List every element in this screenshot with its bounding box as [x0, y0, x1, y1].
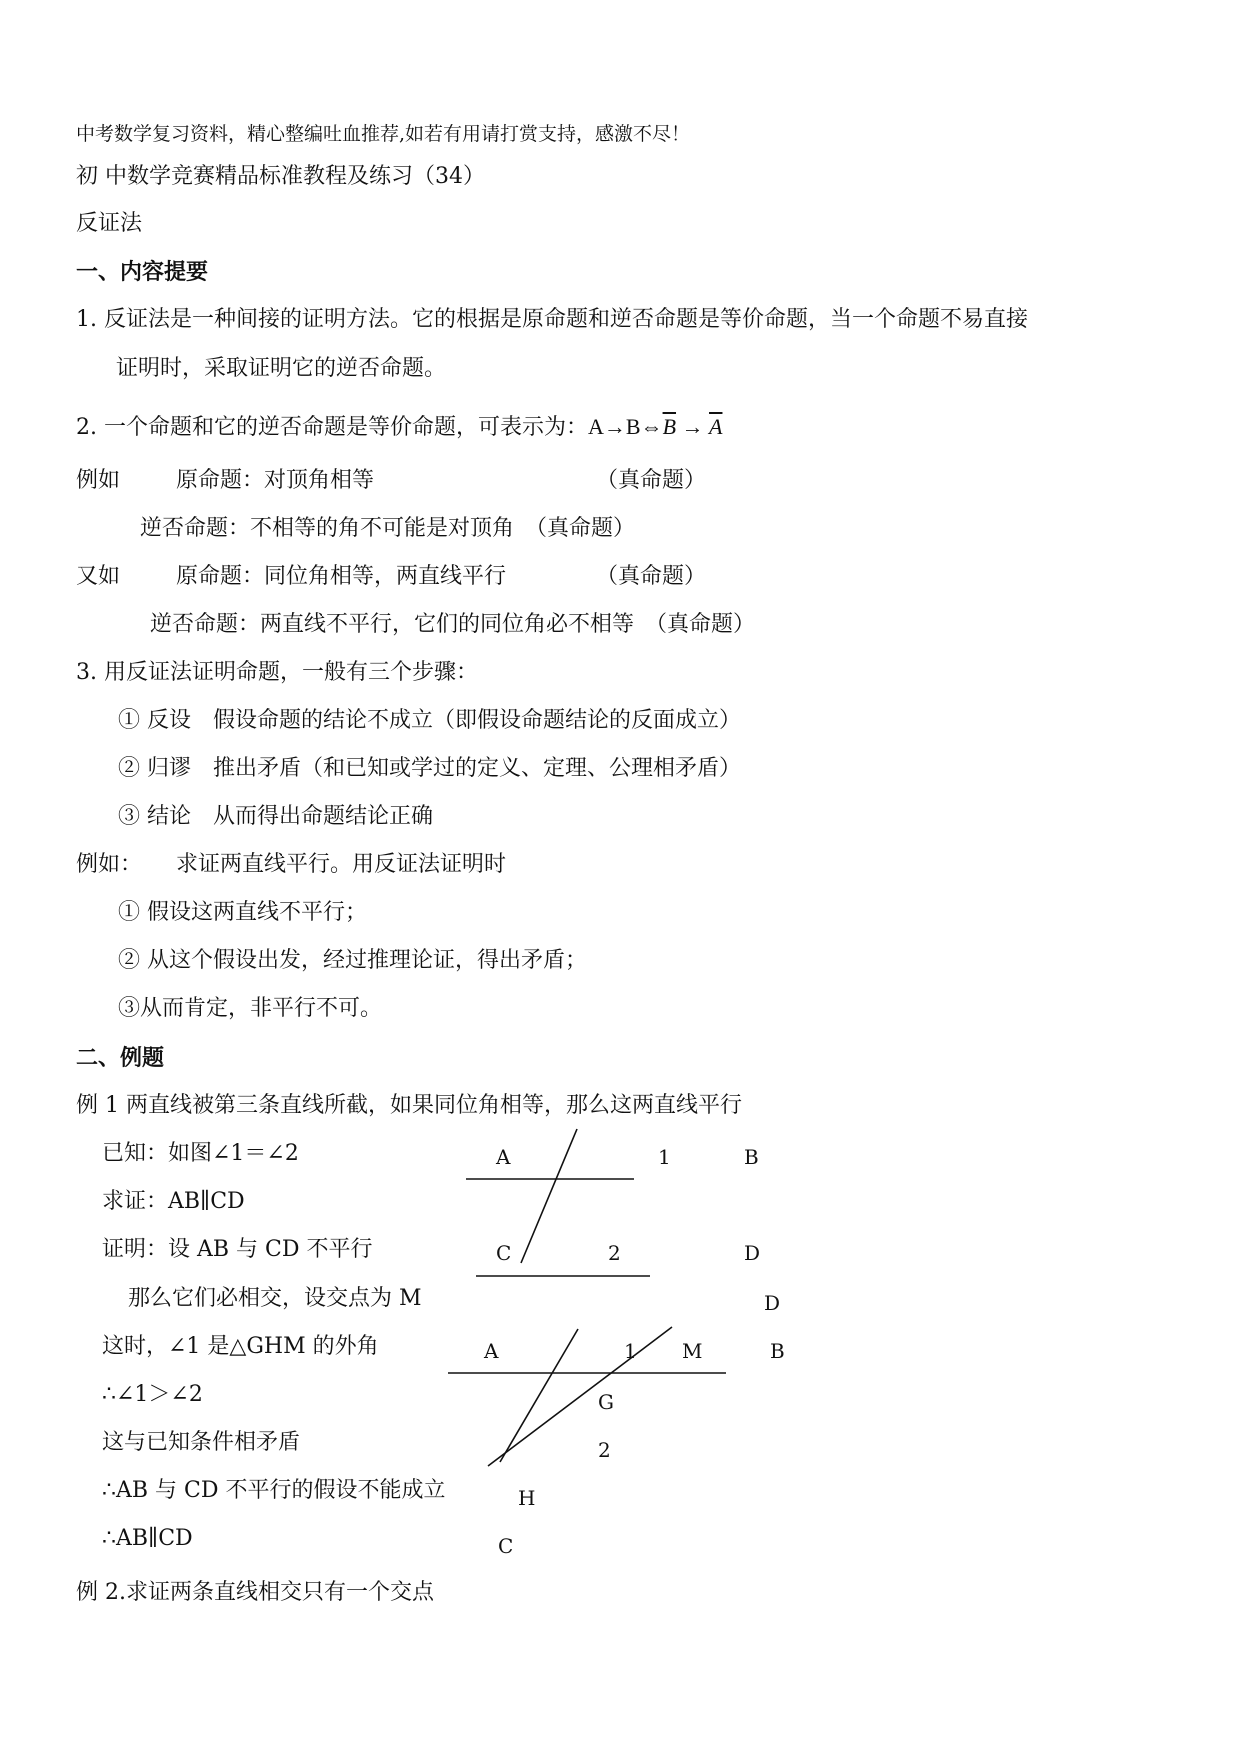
proof-line-assumption-fails: ∴AB 与 CD 不平行的假设不能成立 — [102, 1478, 446, 1503]
example-c-step-3: ③从而肯定，非平行不可。 — [118, 996, 383, 1021]
fig1-label-1: 1 — [658, 1145, 671, 1169]
fig2-label-m: M — [682, 1339, 703, 1363]
formula-not-b: $\overline{B}$ — [662, 414, 677, 439]
example-a-label: 例如 — [76, 468, 121, 493]
fig1-label-a: A — [496, 1145, 511, 1169]
example-b-label: 又如 — [76, 564, 121, 589]
formula-a-implies-b: A→B⇔ — [588, 414, 663, 439]
proof-line-prove: 求证：AB∥CD — [102, 1189, 245, 1214]
example-b-original-tag: （真命题） — [596, 564, 707, 589]
doc-title: 初 中数学竞赛精品标准教程及练习（34） — [76, 164, 485, 189]
example-c-step-2: ② 从这个假设出发，经过推理论证，得出矛盾； — [118, 948, 587, 973]
example-a-contrapositive: 逆否命题：不相等的角不可能是对顶角 （真命题） — [140, 516, 636, 541]
fig1-label-b: B — [744, 1145, 759, 1169]
example-b-contrapositive: 逆否命题：两直线不平行，它们的同位角必不相等 （真命题） — [150, 612, 756, 637]
fig2-label-g: G — [598, 1390, 614, 1414]
fig1-label-2: 2 — [608, 1241, 621, 1265]
example-c-text: 求证两直线平行。用反证法证明时 — [176, 852, 507, 877]
fig2-label-2: 2 — [598, 1438, 611, 1462]
formula-not-a: $\overline{A}$ — [709, 414, 723, 439]
example-c-step-1: ① 假设这两直线不平行； — [118, 900, 367, 925]
proof-line-intersect: 那么它们必相交，设交点为 M — [128, 1286, 422, 1311]
section-heading-examples: 二、例题 — [76, 1045, 165, 1071]
example-1-statement: 例 1 两直线被第三条直线所截，如果同位角相等，那么这两直线平行 — [76, 1093, 742, 1118]
proof-line-inequality: ∴∠1＞∠2 — [102, 1382, 203, 1407]
page-header: 中考数学复习资料，精心整编吐血推荐,如若有用请打赏支持，感激不尽！ — [76, 123, 691, 145]
fig2-label-h: H — [518, 1486, 536, 1510]
fig2-line-cd — [488, 1327, 672, 1466]
fig1-label-c: C — [496, 1241, 512, 1265]
step-1: ① 反设 假设命题的结论不成立（即假设命题结论的反面成立） — [118, 708, 741, 733]
step-2: ② 归谬 推出矛盾（和已知或学过的定义、定理、公理相矛盾） — [118, 756, 741, 781]
fig1-label-d: D — [744, 1241, 761, 1265]
example-a-original-tag: （真命题） — [596, 468, 707, 493]
point-3: 3. 用反证法证明命题，一般有三个步骤： — [76, 660, 478, 685]
point-1-line-2: 证明时，采取证明它的逆否命题。 — [116, 356, 447, 381]
proof-line-assume: 证明：设 AB 与 CD 不平行 — [102, 1237, 373, 1262]
fig2-label-b: B — [770, 1339, 785, 1363]
proof-line-given: 已知：如图∠1＝∠2 — [102, 1141, 299, 1166]
fig2-label-1: 1 — [624, 1339, 637, 1363]
point-2-text: 2. 一个命题和它的逆否命题是等价命题，可表示为： — [76, 415, 588, 440]
formula-arrow: → — [676, 414, 710, 439]
fig2-label-a: A — [484, 1339, 499, 1363]
topic-heading: 反证法 — [76, 211, 143, 236]
point-1-line-1: 1. 反证法是一种间接的证明方法。它的根据是原命题和逆否命题是等价命题，当一个命题不易直接 — [76, 307, 1028, 332]
example-2-statement: 例 2.求证两条直线相交只有一个交点 — [76, 1580, 434, 1605]
fig2-label-c: C — [498, 1534, 514, 1558]
example-c-label: 例如： — [76, 852, 143, 877]
fig2-transversal — [500, 1329, 578, 1462]
step-3: ③ 结论 从而得出命题结论正确 — [118, 804, 433, 829]
example-b-original: 原命题：同位角相等，两直线平行 — [176, 564, 507, 589]
proof-line-contradiction: 这与已知条件相矛盾 — [102, 1430, 301, 1455]
proof-line-exterior-angle: 这时，∠1 是△GHM 的外角 — [102, 1334, 379, 1359]
section-heading-summary: 一、内容提要 — [76, 259, 209, 285]
fig2-label-d: D — [764, 1291, 781, 1315]
proof-line-conclusion: ∴AB∥CD — [102, 1526, 193, 1551]
example-a-original: 原命题：对顶角相等 — [176, 468, 375, 493]
